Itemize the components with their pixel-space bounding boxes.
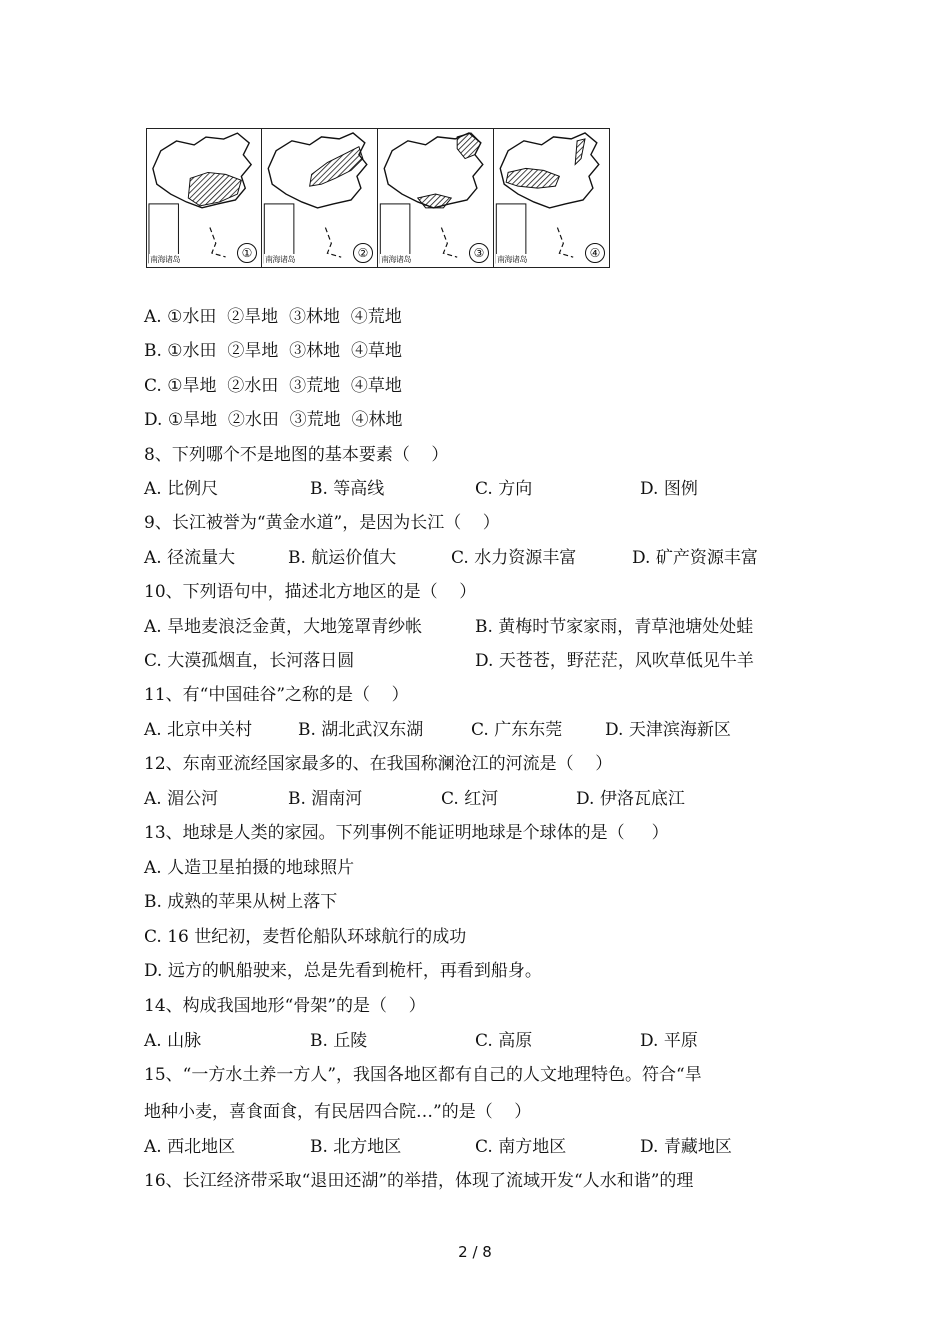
map-number-2: ② — [353, 243, 373, 263]
q15-stem-line-2: 地种小麦，喜食面食，有民居四合院…”的是（ ） — [144, 1102, 532, 1122]
q10-option-a: A. 旱地麦浪泛金黄，大地笼罩青纱帐 — [144, 617, 423, 637]
q13-stem: 13、地球是人类的家园。下列事例不能证明地球是个球体的是（ ） — [144, 823, 669, 843]
q14-stem: 14、构成我国地形“骨架”的是（ ） — [144, 996, 426, 1016]
q12-option-b: B. 湄南河 — [288, 789, 363, 809]
q13-option-a: A. 人造卫星拍摄的地球照片 — [144, 858, 355, 878]
q8-option-d: D. 图例 — [640, 479, 698, 499]
map-3 — [378, 128, 494, 268]
q8-option-c: C. 方向 — [475, 479, 533, 499]
south-china-sea-caption: 南海诸岛 — [150, 255, 180, 264]
q11-option-c: C. 广东东莞 — [471, 720, 563, 740]
q11-stem: 11、有“中国硅谷”之称的是（ ） — [144, 685, 409, 705]
q7-option-a: A. ①水田 ②旱地 ③林地 ④荒地 — [144, 307, 402, 327]
q16-stem: 16、长江经济带采取“退田还湖”的举措，体现了流域开发“人水和谐”的理 — [144, 1171, 694, 1191]
map-4 — [494, 128, 610, 268]
q15-option-c: C. 南方地区 — [475, 1137, 567, 1157]
q7-option-b: B. ①水田 ②旱地 ③林地 ④草地 — [144, 341, 402, 361]
south-china-sea-caption: 南海诸岛 — [497, 255, 527, 264]
q7-option-c: C. ①旱地 ②水田 ③荒地 ④草地 — [144, 376, 402, 396]
q13-option-b: B. 成熟的苹果从树上落下 — [144, 892, 338, 912]
q10-option-c: C. 大漠孤烟直，长河落日圆 — [144, 651, 355, 671]
q12-option-a: A. 湄公河 — [144, 789, 219, 809]
q10-stem: 10、下列语句中，描述北方地区的是（ ） — [144, 582, 477, 602]
land-use-maps — [146, 128, 610, 268]
q8-option-b: B. 等高线 — [310, 479, 385, 499]
q8-option-a: A. 比例尺 — [144, 479, 219, 499]
q15-option-b: B. 北方地区 — [310, 1137, 402, 1157]
q11-option-a: A. 北京中关村 — [144, 720, 253, 740]
map-1 — [146, 128, 262, 268]
q9-option-c: C. 水力资源丰富 — [451, 548, 577, 568]
map-number-1: ① — [237, 243, 257, 263]
q13-option-d: D. 远方的帆船驶来，总是先看到桅杆，再看到船身。 — [144, 961, 542, 981]
map-2 — [262, 128, 378, 268]
q14-option-b: B. 丘陵 — [310, 1031, 368, 1051]
q12-stem: 12、东南亚流经国家最多的、在我国称澜沧江的河流是（ ） — [144, 754, 613, 774]
q9-stem: 9、长江被誉为“黄金水道”，是因为长江（ ） — [144, 513, 500, 533]
q13-option-c: C. 16 世纪初，麦哲伦船队环球航行的成功 — [144, 927, 467, 947]
q8-stem: 8、下列哪个不是地图的基本要素（ ） — [144, 445, 449, 465]
q11-option-d: D. 天津滨海新区 — [605, 720, 731, 740]
page-number: 2 / 8 — [458, 1243, 492, 1261]
map-number-4: ④ — [585, 243, 605, 263]
q9-option-d: D. 矿产资源丰富 — [632, 548, 758, 568]
q9-option-b: B. 航运价值大 — [288, 548, 397, 568]
q15-stem-line-1: 15、“一方水土养一方人”，我国各地区都有自己的人文地理特色。符合“旱 — [144, 1065, 702, 1085]
q10-option-b: B. 黄梅时节家家雨，青草池塘处处蛙 — [475, 617, 754, 637]
q14-option-c: C. 高原 — [475, 1031, 533, 1051]
q12-option-c: C. 红河 — [441, 789, 499, 809]
q7-option-d: D. ①旱地 ②水田 ③荒地 ④林地 — [144, 410, 403, 430]
south-china-sea-caption: 南海诸岛 — [381, 255, 411, 264]
q11-option-b: B. 湖北武汉东湖 — [298, 720, 424, 740]
q12-option-d: D. 伊洛瓦底江 — [576, 789, 685, 809]
q14-option-d: D. 平原 — [640, 1031, 698, 1051]
map-number-3: ③ — [469, 243, 489, 263]
q15-option-a: A. 西北地区 — [144, 1137, 236, 1157]
south-china-sea-caption: 南海诸岛 — [265, 255, 295, 264]
q14-option-a: A. 山脉 — [144, 1031, 202, 1051]
q15-option-d: D. 青藏地区 — [640, 1137, 732, 1157]
q10-option-d: D. 天苍苍，野茫茫，风吹草低见牛羊 — [475, 651, 754, 671]
q9-option-a: A. 径流量大 — [144, 548, 236, 568]
